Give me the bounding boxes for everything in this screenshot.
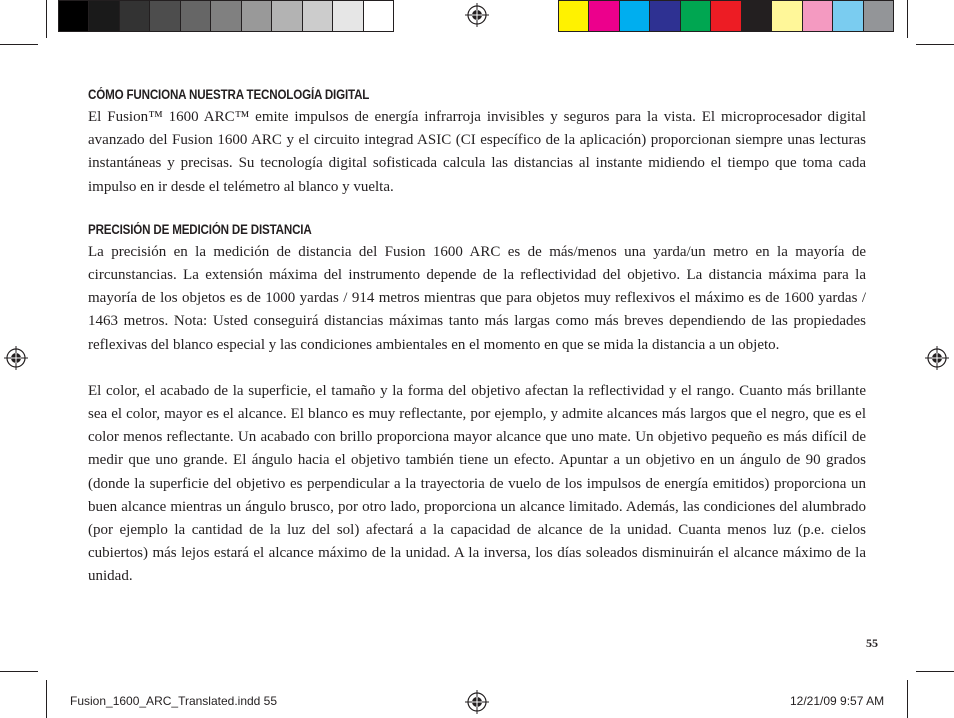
registration-mark-bottom-icon xyxy=(465,690,489,714)
color-swatch-2 xyxy=(589,1,619,31)
color-swatch-7 xyxy=(742,1,772,31)
crop-mark-bottom-right-v xyxy=(907,680,908,718)
gray-swatch-5 xyxy=(181,1,211,31)
color-swatch-8 xyxy=(772,1,802,31)
gray-swatch-11 xyxy=(364,1,393,31)
color-swatch-3 xyxy=(620,1,650,31)
gray-swatch-1 xyxy=(59,1,89,31)
grayscale-color-bar xyxy=(58,0,394,32)
slug-timestamp: 12/21/09 9:57 AM xyxy=(790,694,885,708)
registration-mark-top-icon xyxy=(465,3,489,27)
gray-swatch-7 xyxy=(242,1,272,31)
crop-mark-top-right-h xyxy=(916,44,954,45)
gray-swatch-4 xyxy=(150,1,180,31)
slug-filename: Fusion_1600_ARC_Translated.indd 55 xyxy=(70,694,278,708)
registration-mark-right-icon xyxy=(925,346,949,370)
section-heading-technology: CÓMO FUNCIONA NUESTRA TECNOLOGÍA DIGITAL xyxy=(88,87,370,102)
registration-mark-left-icon xyxy=(4,346,28,370)
gray-swatch-6 xyxy=(211,1,241,31)
color-swatch-10 xyxy=(833,1,863,31)
color-swatch-5 xyxy=(681,1,711,31)
crop-mark-bottom-right-h xyxy=(916,671,954,672)
crop-mark-top-right-v xyxy=(907,0,908,38)
process-color-bar xyxy=(558,0,894,32)
page-content xyxy=(88,84,866,589)
color-swatch-9 xyxy=(803,1,833,31)
gray-swatch-10 xyxy=(333,1,363,31)
color-swatch-6 xyxy=(711,1,741,31)
gray-swatch-9 xyxy=(303,1,333,31)
gray-swatch-8 xyxy=(272,1,302,31)
crop-mark-top-left-v xyxy=(46,0,47,38)
crop-mark-bottom-left-h xyxy=(0,671,38,672)
crop-mark-bottom-left-v xyxy=(46,680,47,718)
paragraph-reflectivity: El color, el acabado de la superficie, el tamaño y la forma del objetivo afectan la reflectividad y el rango. Cuanto más brillante sea el color, mayor es el alcance. El blanco es muy reflectante, por ejemplo, y admite alcances más largos que el negro, que es el color menos reflectante. Un acabado con brillo proporciona mayor alcance que uno mate. Un objetivo pequeño es más difícil de medir que uno grande. El ángulo hacia el objetivo también tiene un efecto. Apuntar a un objetivo en un ángulo de 90 grados (donde la superficie del objetivo es perpendicular a la trayectoria de vuelo de los impulsos de energía emitidos) proporciona un buen alcance mientras un ángulo brusco, por otro lado, proporciona un alcance limitado. Además, las condiciones del alumbrado (por ejemplo la cantidad de la luz del sol) afectará a la capacidad de alcance de la unidad. Cuanta menos luz (p.e. cielos cubiertos) más lejos estará el alcance máximo de la unidad. A la inversa, los días soleados disminuirán el alcance máximo de la unidad. xyxy=(88,382,866,585)
crop-mark-top-left-h xyxy=(0,44,38,45)
section-body-accuracy: La precisión en la medición de distancia del Fusion 1600 ARC es de más/menos una yarda/un metro en la mayoría de circunstancias. La extensión máxima del instrumento depende de la reflectividad del objetivo. La distancia máxima para la mayoría de los objetos es de 1000 yardas / 914 metros mientras que para objetos muy reflexivos el máximo es de 1600 yardas / 1463 metros. Nota: Usted conseguirá distancias máximas tanto más largas como más breves dependiendo de las propiedades reflexivas del blanco especial y las condiciones ambientales en el momento en que se mida la distancia a un objeto. xyxy=(88,243,866,353)
section-body-technology: El Fusion™ 1600 ARC™ emite impulsos de energía infrarroja invisibles y seguros para la vista. El microprocesador digital avanzado del Fusion 1600 ARC y el circuito integrad ASIC (CI específico de la aplicación) proporcionan siempre unas lecturas instantáneas y precisas. Su tecnología digital sofisticada calcula las distancias al instante midiendo el tiempo que toma cada impulso en ir desde el telémetro al blanco y vuelta. xyxy=(88,109,866,195)
section-heading-accuracy: PRECISIÓN DE MEDICIÓN DE DISTANCIA xyxy=(88,221,312,237)
color-swatch-11 xyxy=(864,1,893,31)
color-swatch-1 xyxy=(559,1,589,31)
gray-swatch-2 xyxy=(89,1,119,31)
gray-swatch-3 xyxy=(120,1,150,31)
color-swatch-4 xyxy=(650,1,680,31)
page-number: 55 xyxy=(866,636,878,650)
